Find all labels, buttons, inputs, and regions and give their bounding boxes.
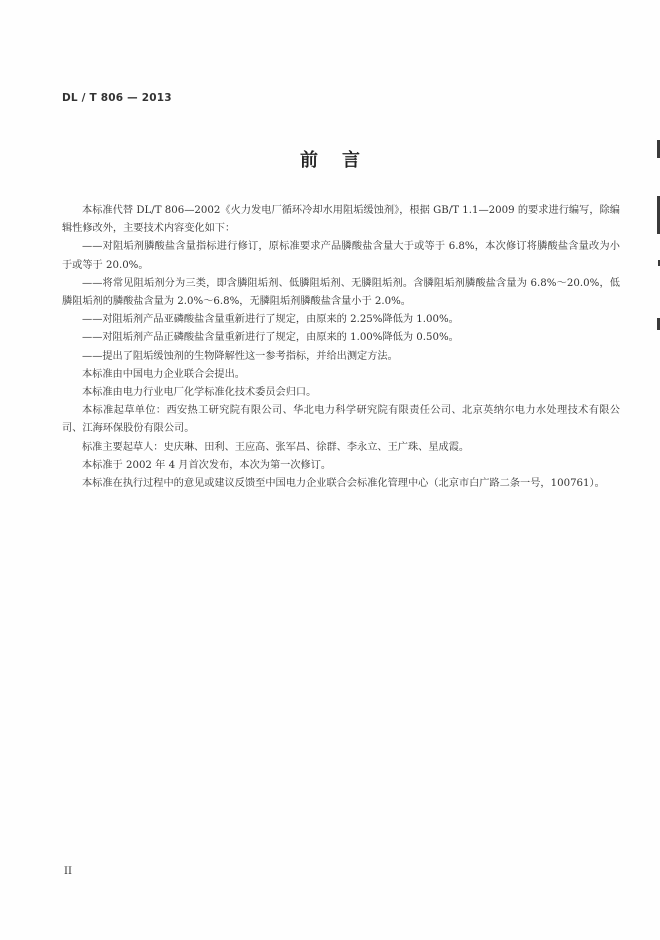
paragraph: ——将常见阻垢剂分为三类，即含膦阻垢剂、低膦阻垢剂、无膦阻垢剂。含膦阻垢剂膦酸盐含量为 6.8%～20.0%，低膦阻垢剂的膦酸盐含量为 2.0%～6.8%，无膦阻垢剂膦酸盐含量小于 2.0%。 <box>62 277 620 308</box>
paragraph: 本标准于 2002 年 4 月首次发布，本次为第一次修订。 <box>82 459 332 471</box>
paragraph: ——对阻垢剂产品亚磷酸盐含量重新进行了规定，由原来的 2.25%降低为 1.00%。 <box>82 314 459 326</box>
paragraph: 本标准在执行过程中的意见或建议反馈至中国电力企业联合会标准化管理中心（北京市白广路二条一号，100761）。 <box>82 478 605 490</box>
paragraph: 本标准起草单位：西安热工研究院有限公司、华北电力科学研究院有限责任公司、北京英纳尔电力水处理技术有限公司、江海环保股份有限公司。 <box>62 405 620 435</box>
paragraph: 本标准由中国电力企业联合会提出。 <box>82 368 245 380</box>
page-number: II <box>64 866 72 877</box>
body-text <box>62 202 620 493</box>
paragraph: 本标准由电力行业电厂化学标准化技术委员会归口。 <box>82 387 317 399</box>
paragraph: ——对阻垢剂膦酸盐含量指标进行修订，原标准要求产品膦酸盐含量大于或等于 6.8%，本次修订将膦酸盐含量改为小于或等于 20.0%。 <box>62 241 620 271</box>
standard-code: DL / T 806 — 2013 <box>62 92 172 104</box>
page-title: 前言 <box>300 150 384 171</box>
paragraph: ——对阻垢剂产品正磷酸盐含量重新进行了规定，由原来的 1.00%降低为 0.50%。 <box>82 332 459 344</box>
paragraph: 本标准代替 DL/T 806—2002《火力发电厂循环冷却水用阻垢缓蚀剂》，根据 GB/T 1.1—2009 的要求进行编写，除编辑性修改外，主要技术内容变化如下： <box>62 205 620 235</box>
paragraph: 标准主要起草人：史庆琳、田利、王应高、张军昌、徐群、李永立、王广珠、星成霞。 <box>82 441 470 453</box>
paragraph: ——提出了阻垢缓蚀剂的生物降解性这一参考指标，并给出测定方法。 <box>82 350 398 362</box>
